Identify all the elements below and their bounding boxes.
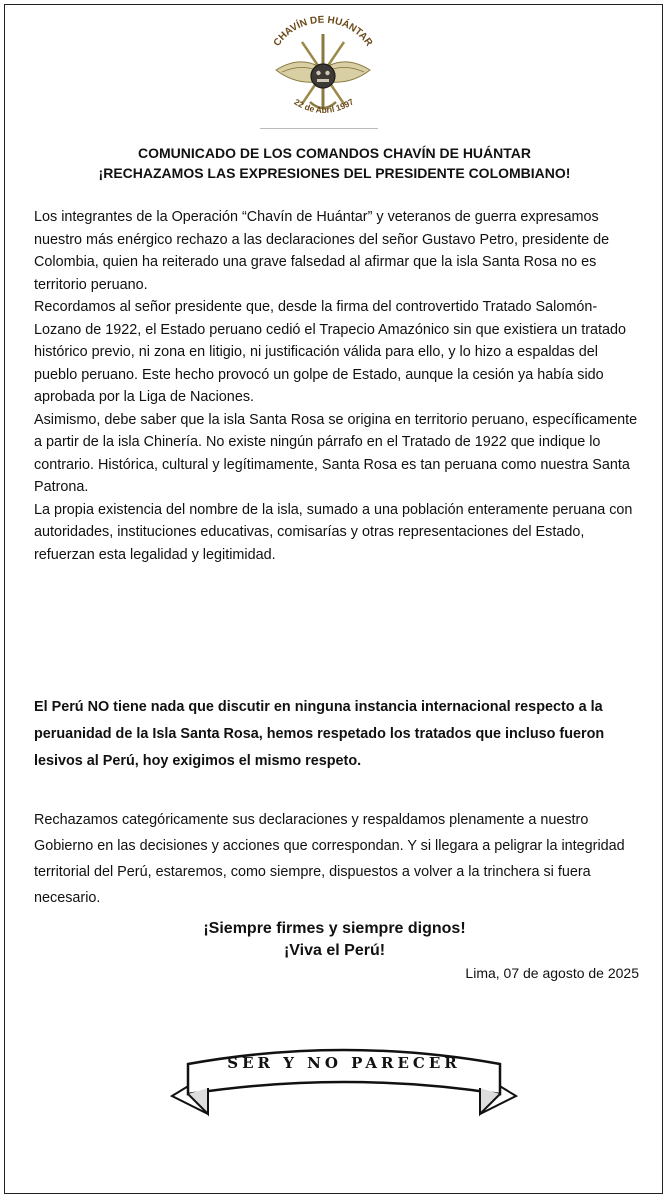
dateline: Lima, 07 de agosto de 2025	[465, 965, 639, 981]
paragraph-4: La propia existencia del nombre de la isla, sumado a una población enteramente peruana con autoridades, instituciones educativas, comisarías y otras representaciones del Estado, refuerzan esta legalidad y legitimidad.	[34, 501, 633, 563]
headline-rejection: ¡RECHAZAMOS LAS EXPRESIONES DEL PRESIDENTE COLOMBIANO!	[98, 165, 571, 181]
ribbon-banner	[168, 1034, 520, 1120]
motto-line-2: ¡Viva el Perú!	[283, 942, 386, 959]
page-border	[4, 4, 663, 1194]
emblem-graphic	[262, 12, 384, 130]
bold-statement: El Perú NO tiene nada que discutir en ninguna instancia internacional respecto a la peruanidad de la Isla Santa Rosa, hemos respetado los tratados que incluso fueron lesivos al Perú, hoy exigimos el mismo respeto.	[34, 699, 605, 769]
emblem-top-text: CHAVÍN DE HUÁNTAR	[271, 14, 375, 49]
body-paragraphs	[34, 206, 640, 566]
closing-paragraph: Rechazamos categóricamente sus declaraciones y respaldamos plenamente a nuestro Gobierno en las decisiones y acciones que correspondan. Y si llegara a peligrar la integridad territorial del Perú, estaremos, como siempre, dispuestos a volver a la trinchera si fuera necesario.	[34, 812, 625, 906]
headline-communique: COMUNICADO DE LOS COMANDOS CHAVÍN DE HUÁNTAR	[137, 145, 532, 161]
paragraph-1: Los integrantes de la Operación “Chavín de Huántar” y veteranos de guerra expresamos nuestro más enérgico rechazo a las declaraciones del señor Gustavo Petro, presidente de Colombia, quien ha reiterado una grave falsedad al afirmar que la isla Santa Rosa no es territorio peruano.	[34, 209, 610, 293]
motto-line-1: ¡Siempre firmes y siempre dignos!	[203, 920, 466, 937]
chavin-emblem-logo	[262, 12, 384, 130]
banner-motto-text: SER Y NO PARECER	[227, 1054, 461, 1072]
paragraph-3: Asimismo, debe saber que la isla Santa Rosa se origina en territorio peruano, específicamente a partir de la isla Chinería. No existe ningún párrafo en el Tratado de 1922 que indique lo contrario. Histórica, cultural y legítimamente, Santa Rosa es tan peruana como nuestra Santa Patrona.	[34, 411, 638, 495]
logo-divider	[260, 128, 378, 129]
emblem-bottom-text: 22 de Abril 1997	[292, 96, 356, 116]
paragraph-2: Recordamos al señor presidente que, desde la firma del controvertido Tratado Salomón-Lozano de 1922, el Estado peruano cedió el Trapecio Amazónico sin que existiera un tratado histórico previo, ni zona en litigio, ni justificación válida para ello, y lo hizo a espaldas del pueblo peruano. Este hecho provocó un golpe de Estado, aunque la cesión ya había sido aprobada por la Liga de Naciones.	[34, 299, 627, 405]
